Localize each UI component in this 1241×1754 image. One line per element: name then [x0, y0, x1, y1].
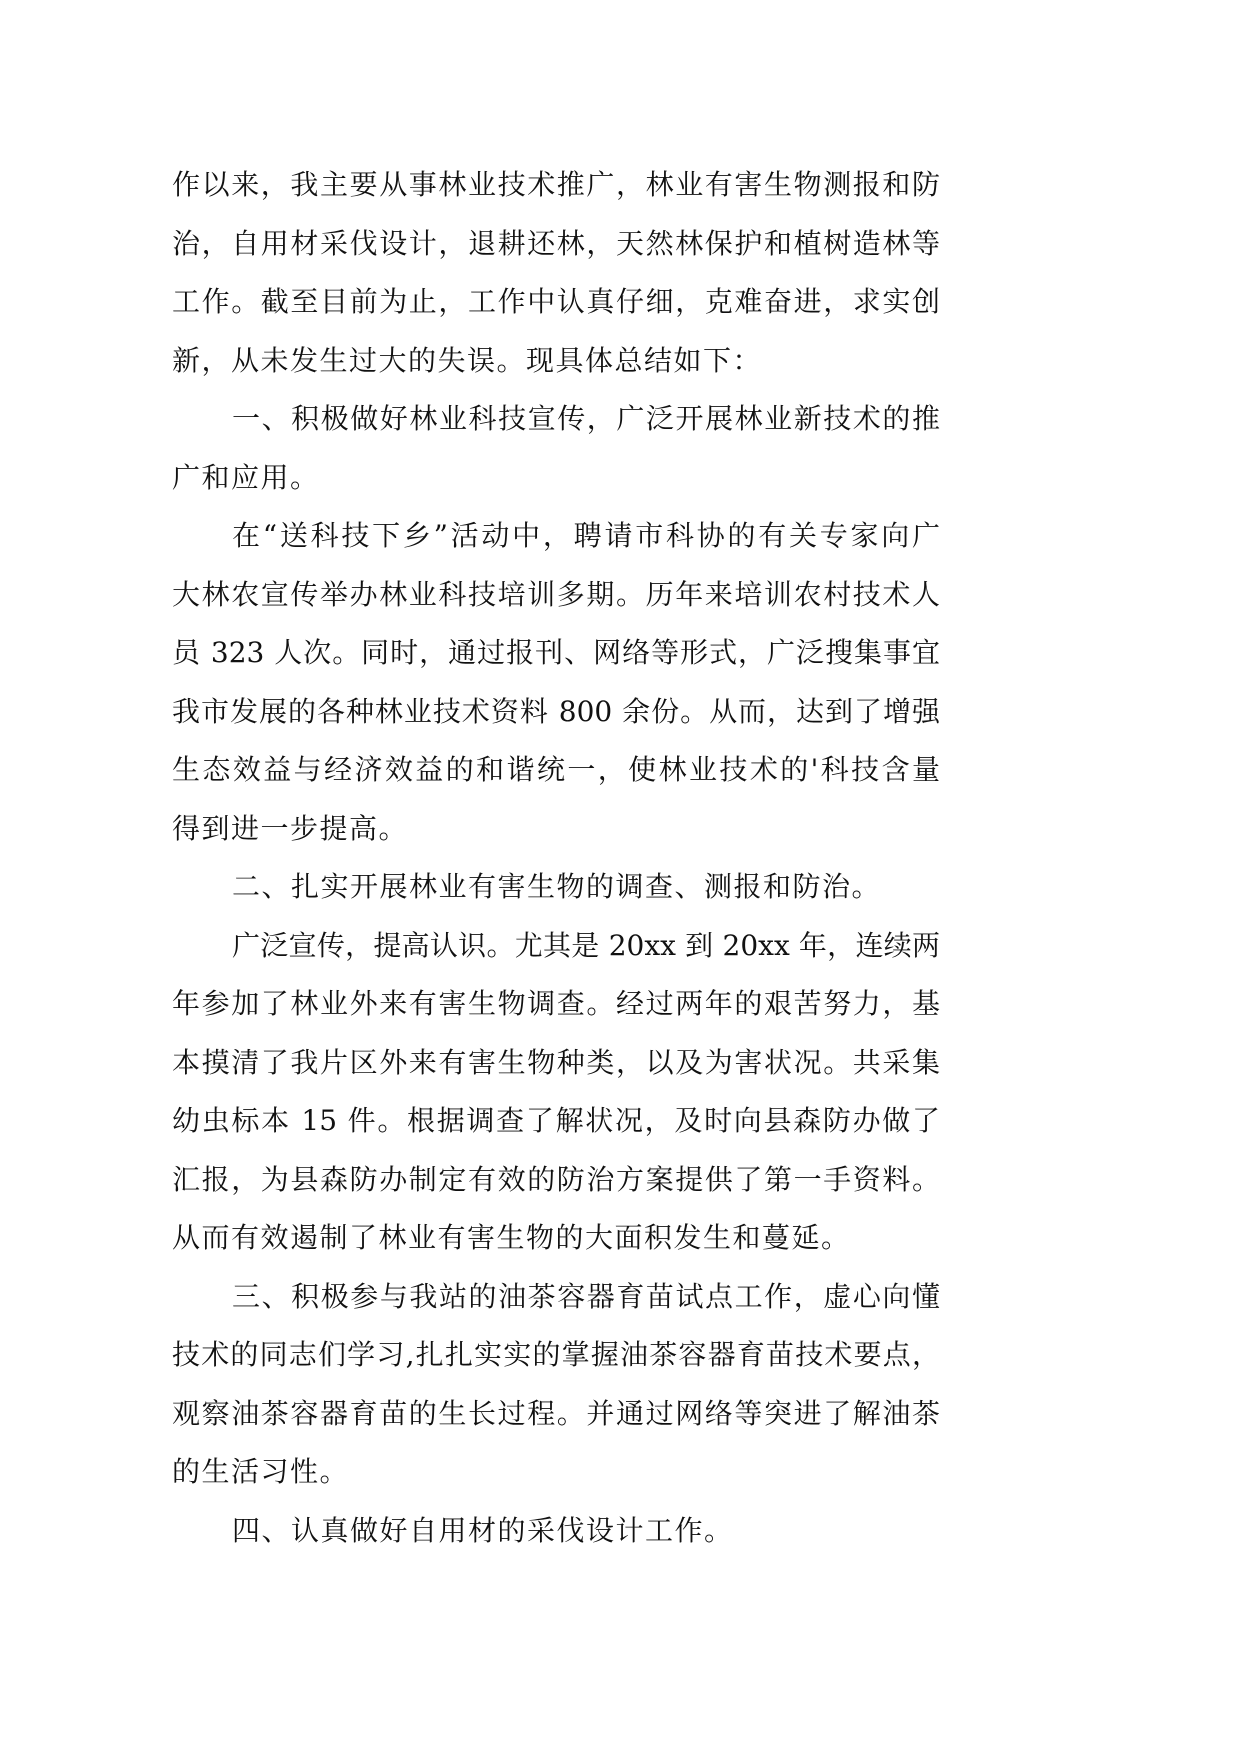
text-line: 新，从未发生过大的失误。现具体总结如下：	[172, 343, 763, 377]
section-heading-3	[172, 1268, 940, 1502]
text-line: 幼虫标本 15 件。根据调查了解状况，及时向县森防办做了	[172, 1104, 940, 1137]
text-line: 本摸清了我片区外来有害生物种类，以及为害状况。共采集	[172, 1045, 940, 1079]
text-line: 在“送科技下乡”活动中，聘请市科协的有关专家向广	[232, 519, 940, 552]
text-line: 一、积极做好林业科技宣传，广泛开展林业新技术的推	[232, 402, 940, 435]
text-line: 技术的同志们学习,扎扎实实的掌握油茶容器育苗技术要点，	[172, 1338, 940, 1371]
text-line: 员 323 人次。同时，通过报刊、网络等形式，广泛搜集事宜	[172, 636, 940, 669]
text-line: 生态效益与经济效益的和谐统一，使林业技术的'科技含量	[172, 753, 940, 786]
section-heading-1	[172, 390, 940, 507]
text-line: 从而有效遏制了林业有害生物的大面积发生和蔓延。	[172, 1221, 851, 1254]
text-line: 工作。截至目前为止，工作中认真仔细，克难奋进，求实创	[172, 285, 940, 318]
text-line: 作以来，我主要从事林业技术推广，林业有害生物测报和防	[172, 168, 940, 201]
text-line: 观察油茶容器育苗的生长过程。并通过网络等突进了解油茶	[172, 1396, 940, 1430]
text-line: 年参加了林业外来有害生物调查。经过两年的艰苦努力，基	[172, 987, 940, 1020]
paragraph-continued	[172, 156, 940, 390]
text-line: 三、积极参与我站的油茶容器育苗试点工作，虚心向懂	[232, 1279, 940, 1313]
paragraph-training	[172, 507, 940, 858]
text-line: 我市发展的各种林业技术资料 800 余份。从而，达到了增强	[172, 694, 940, 728]
text-line: 广和应用。	[172, 460, 320, 494]
text-line: 的生活习性。	[172, 1455, 350, 1488]
section-heading-4	[172, 1502, 940, 1561]
paragraph-pest-survey	[172, 917, 940, 1268]
text-line: 四、认真做好自用材的采伐设计工作。	[232, 1513, 734, 1547]
text-line: 广泛宣传，提高认识。尤其是 20xx 到 20xx 年，连续两	[232, 928, 940, 962]
section-heading-2	[172, 858, 940, 917]
text-line: 二、扎实开展林业有害生物的调查、测报和防治。	[232, 870, 882, 903]
text-line: 治，自用材采伐设计，退耕还林，天然林保护和植树造林等	[172, 226, 940, 260]
text-line: 汇报，为县森防办制定有效的防治方案提供了第一手资料。	[172, 1162, 940, 1196]
text-line: 得到进一步提高。	[172, 811, 409, 845]
text-line: 大林农宣传举办林业科技培训多期。历年来培训农村技术人	[172, 577, 940, 611]
document-body	[172, 156, 940, 1560]
